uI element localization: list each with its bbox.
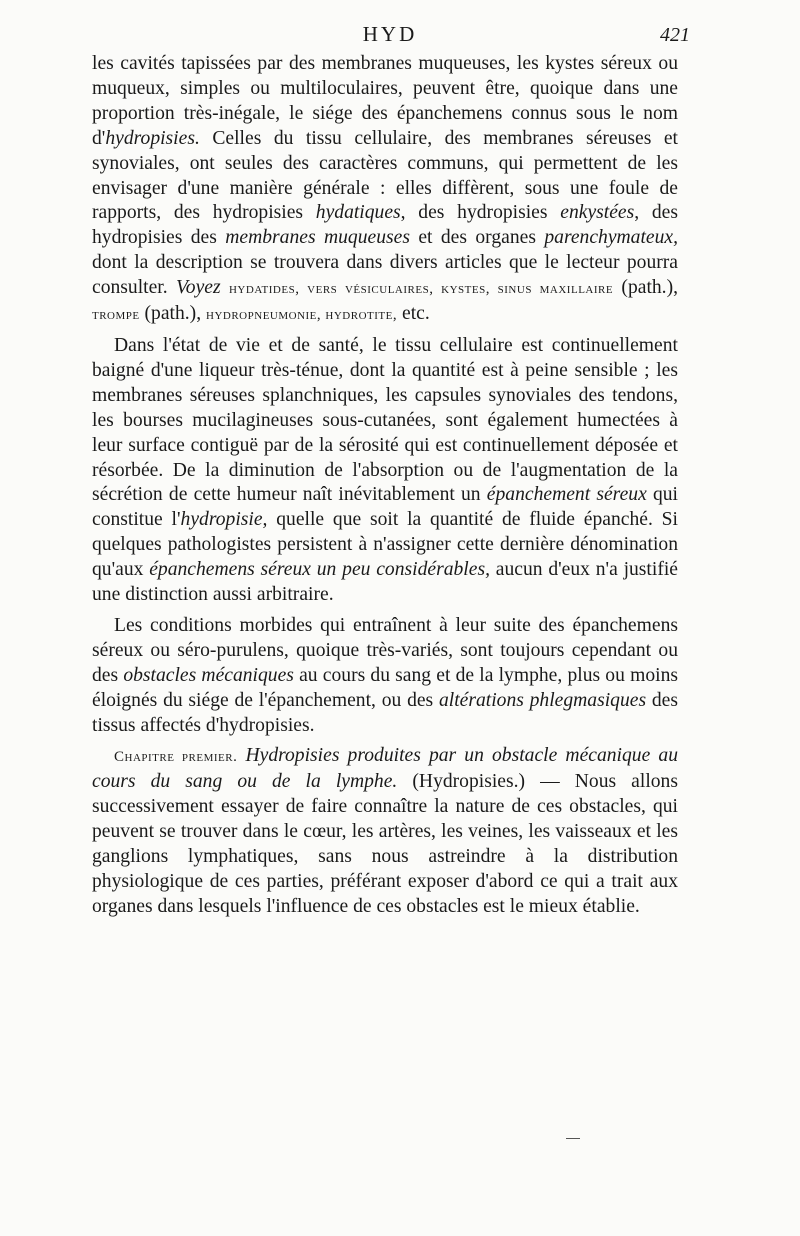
paragraph	[92, 744, 678, 919]
small-caps-text: Chapitre premier.	[114, 749, 238, 766]
italic-text: Voyez	[176, 277, 221, 299]
text-run: qui constitue l'	[92, 484, 678, 531]
body-text	[92, 52, 678, 926]
text-run: , des hydropisies des	[92, 202, 678, 249]
italic-text: hydatiques	[315, 202, 401, 224]
text-run: Dans l'état de vie et de santé, le tissu cellulaire est continuellement baigné d'une liqueur très-ténue, dont la quantité est à peine sensible ; les membranes séreuses splanchniques, les capsules synoviales des tendons, les bourses mucilagineuses sous-cutanées, sont également humectées à leur surface contiguë par de la sérosité qui est continuellement déposée et résorbée. De la diminution de l'absorption ou de l'augmentation de la sécrétion de cette humeur naît inévitablement un	[92, 334, 678, 506]
text-run: etc.	[397, 303, 430, 325]
paragraph	[92, 614, 678, 739]
text-run: (path.),	[613, 277, 679, 299]
text-run: des tissus affectés d'hydropisies.	[92, 689, 678, 736]
running-head	[90, 22, 690, 52]
text-run: Celles du tissu cellulaire, des membranes séreuses et synoviales, ont seules des caractères communs, qui permettent de les envisager d'une manière générale : elles diffèrent, sous une foule de rapports, des hydropisies	[92, 127, 678, 224]
italic-text: hydropisies.	[105, 127, 200, 149]
running-head-title: HYD	[362, 22, 418, 46]
italic-text: membranes muqueuses	[225, 227, 410, 249]
text-run: les cavités tapissées par des membranes muqueuses, les kystes séreux ou muqueux, simples ou multiloculaires, peuvent être, quoique dans une proportion très-inégale, le siége des épanchemens connus sous le nom d'	[92, 53, 678, 149]
small-caps-text: hydatides, vers vésiculaires, kystes, sinus maxillaire	[228, 281, 614, 298]
text-run	[221, 277, 229, 298]
italic-text: parenchymateux,	[544, 227, 678, 249]
italic-text: enkystées	[560, 202, 635, 224]
bottom-mark	[566, 1138, 580, 1139]
text-run: et des organes	[409, 227, 545, 249]
italic-text: Hydropisies produites par un obstacle mécanique au cours du sang ou de la lymphe.	[92, 745, 678, 793]
small-caps-text: hydropneumonie, hydrotite,	[206, 307, 398, 324]
text-run: aucun d'eux n'a justifié une distinction aussi arbitraire.	[92, 559, 678, 606]
text-run: au cours du sang et de la lymphe, plus ou moins éloignés du siége de l'épanchement, ou des	[92, 664, 678, 711]
text-run: , des hydropisies	[400, 202, 561, 224]
text-run: dont la description se trouvera dans divers articles que le lecteur pourra consulter.	[92, 252, 678, 299]
italic-text: épanchement séreux	[486, 484, 647, 506]
text-run: (Hydropisies.) — Nous allons successivement essayer de faire connaître la nature de ces obstacles, qui peuvent se trouver dans le cœur, les artères, les veines, les vaisseaux et les ganglions lymphatiques, sans nous astreindre à la distribution physiologique de ces parties, préférant exposer d'abord ce qui a trait aux organes dans lesquels l'influence de ces obstacles est le mieux établie.	[92, 771, 678, 917]
paragraph	[92, 334, 678, 608]
text-run: (path.),	[139, 303, 207, 325]
paragraph	[92, 52, 678, 328]
italic-text: obstacles mécaniques	[123, 664, 294, 686]
text-run: quelle que soit la quantité de fluide épanché. Si quelques pathologistes persistent à n'assigner cette dernière dénomination qu'aux	[92, 509, 678, 581]
italic-text: altérations phlegmasiques	[438, 689, 647, 711]
page-number: 421	[660, 24, 690, 46]
italic-text: épanchemens séreux un peu considérables,	[149, 559, 490, 581]
italic-text: hydropisie,	[180, 509, 268, 531]
text-run: Les conditions morbides qui entraînent à leur suite des épanchemens séreux ou séro-purulens, quoique très-variés, sont toujours cependant ou des	[92, 614, 678, 686]
small-caps-text: trompe	[92, 307, 140, 324]
